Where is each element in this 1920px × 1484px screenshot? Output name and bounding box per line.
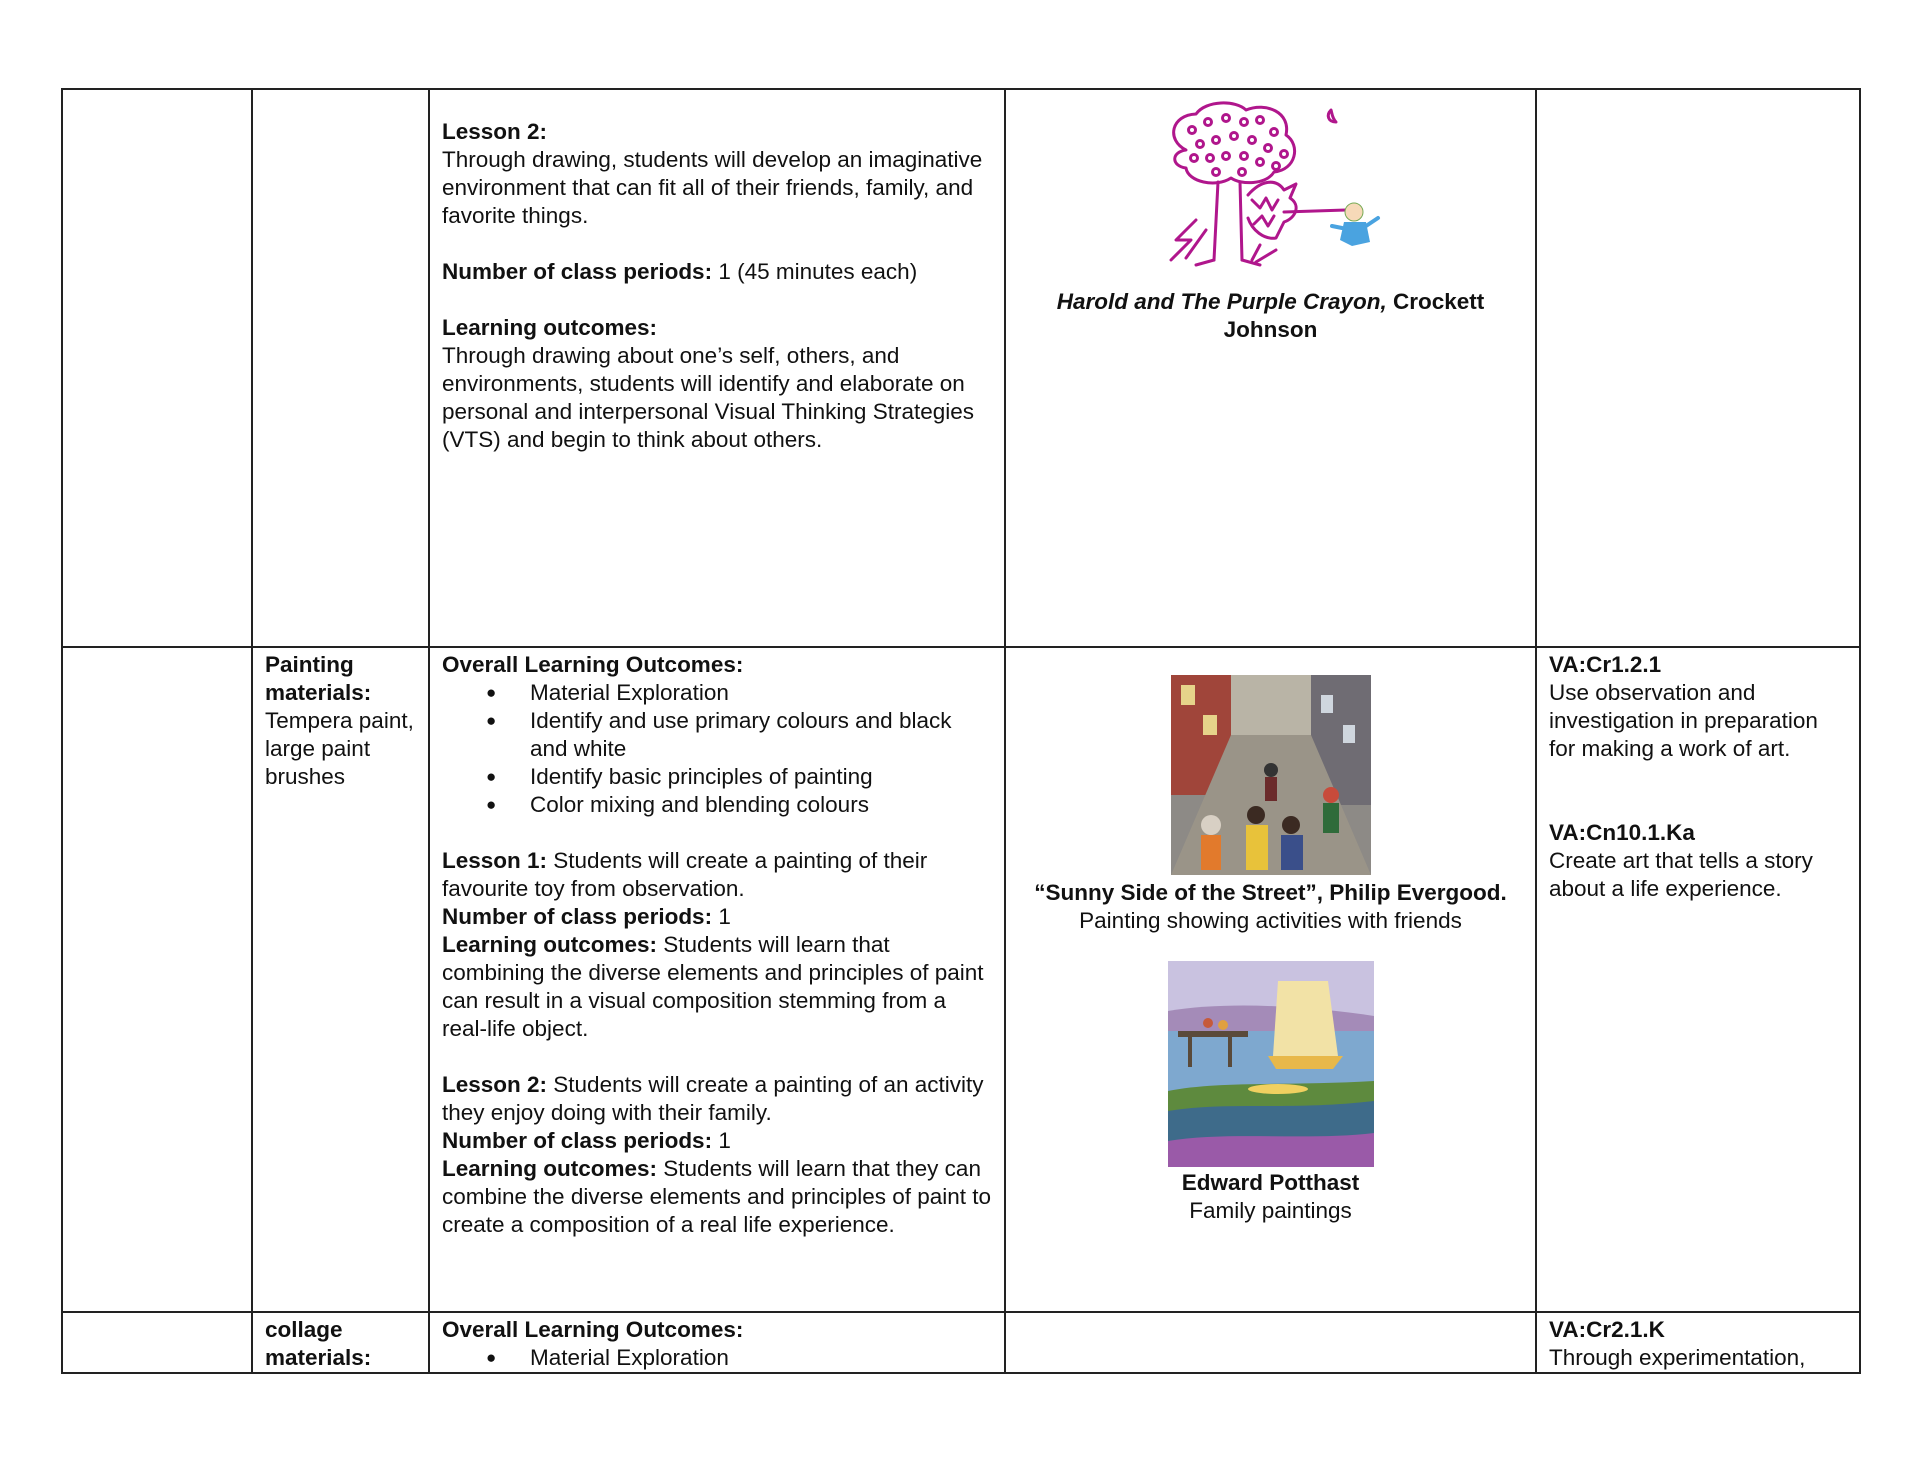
resource-author: Crockett Johnson <box>1223 289 1485 342</box>
standards-cell <box>1536 647 1860 1312</box>
resource-title: Harold and The Purple Crayon, <box>1056 289 1387 314</box>
materials-text: Tempera paint, large paint brushes <box>265 708 414 789</box>
materials-cell <box>252 647 429 1312</box>
list-item: ● Identify basic principles of painting <box>486 763 992 791</box>
table-row <box>62 647 1860 1312</box>
periods-label: Number of class periods: <box>442 1128 713 1153</box>
potthast-painting <box>1168 961 1374 1167</box>
resources-cell <box>1005 1312 1536 1373</box>
lesson-heading: Lesson 2: <box>442 119 548 144</box>
lesson-cell <box>429 1312 1005 1373</box>
art1-caption <box>1018 879 1523 935</box>
periods-value: 1 <box>712 1128 731 1153</box>
standard-code: VA:Cn10.1.Ka <box>1549 820 1695 845</box>
lesson-2-outcomes <box>442 1155 992 1239</box>
outcomes-label: Learning outcomes: <box>442 1156 658 1181</box>
unit-cell <box>62 1312 252 1373</box>
materials-label: collage materials: <box>265 1317 372 1370</box>
lesson-1-label: Lesson 1: <box>442 848 548 873</box>
materials-cell <box>252 1312 429 1373</box>
lesson-plan-table <box>61 88 1861 1374</box>
resource-caption <box>1018 288 1523 344</box>
outcomes-text: Students will learn that combining the diverse elements and principles of paint can result in a visual composition stemming from a real-life object. <box>442 932 984 1041</box>
outcomes-text: Students will learn that they can combine the diverse elements and principles of paint to create a composition of a real life experience. <box>442 1156 992 1237</box>
class-periods <box>442 258 992 286</box>
list-item: ● Color mixing and blending colours <box>486 791 992 819</box>
periods-label: Number of class periods: <box>442 904 713 929</box>
outcomes-label: Learning outcomes: <box>442 315 658 340</box>
list-item: ● Identify and use primary colours and black and white <box>486 707 992 763</box>
outcomes-label: Learning outcomes: <box>442 932 658 957</box>
standard-code: VA:Cr1.2.1 <box>1549 652 1662 677</box>
standard-text: Create art that tells a story about a life experience. <box>1549 848 1813 901</box>
lesson-2-text: Students will create a painting of an activity they enjoy doing with their family. <box>442 1072 984 1125</box>
table-row <box>62 1312 1860 1373</box>
lesson-cell <box>429 89 1005 647</box>
lesson-1 <box>442 847 992 903</box>
periods-value: 1 <box>712 904 731 929</box>
lesson-1-outcomes <box>442 931 992 1043</box>
outcomes-list <box>442 679 992 819</box>
standard-text: Through experimentation, <box>1549 1345 1806 1370</box>
materials-cell <box>252 89 429 647</box>
resources-cell <box>1005 89 1536 647</box>
standard-text: Use observation and investigation in preparation for making a work of art. <box>1549 680 1818 761</box>
outcomes-list <box>442 1344 992 1372</box>
lesson-2-periods <box>442 1127 992 1155</box>
unit-cell <box>62 89 252 647</box>
periods-label: Number of class periods: <box>442 259 713 284</box>
art1-title: “Sunny Side of the Street”, Philip Evergood. <box>1034 880 1507 905</box>
periods-value: 1 (45 minutes each) <box>712 259 918 284</box>
lesson-description: Through drawing, students will develop an imaginative environment that can fit all of their friends, family, and favorite things. <box>442 147 983 228</box>
list-item: ● Material Exploration <box>486 679 992 707</box>
table-row <box>62 89 1860 647</box>
lesson-2 <box>442 1071 992 1127</box>
lesson-2-label: Lesson 2: <box>442 1072 548 1097</box>
materials-label: Painting materials: <box>265 652 372 705</box>
art1-description: Painting showing activities with friends <box>1079 908 1462 933</box>
lesson-1-periods <box>442 903 992 931</box>
standard-code: VA:Cr2.1.K <box>1549 1317 1665 1342</box>
overall-outcomes-label: Overall Learning Outcomes: <box>442 652 744 677</box>
list-item: ● Material Exploration <box>486 1344 992 1372</box>
outcomes-text: Through drawing about one’s self, others, and environments, students will identify and elaborate on personal and interpersonal Visual Thinking Strategies (VTS) and begin to think about others. <box>442 343 975 452</box>
lesson-cell <box>429 647 1005 1312</box>
unit-cell <box>62 647 252 1312</box>
resources-cell <box>1005 647 1536 1312</box>
sunny-side-painting <box>1171 675 1371 875</box>
lesson-1-text: Students will create a painting of their favourite toy from observation. <box>442 848 928 901</box>
harold-purple-crayon-illustration <box>1156 100 1386 270</box>
art2-title: Edward Potthast <box>1181 1170 1360 1195</box>
standards-cell <box>1536 89 1860 647</box>
standards-cell <box>1536 1312 1860 1373</box>
art2-description: Family paintings <box>1189 1198 1352 1223</box>
overall-outcomes-label: Overall Learning Outcomes: <box>442 1317 744 1342</box>
